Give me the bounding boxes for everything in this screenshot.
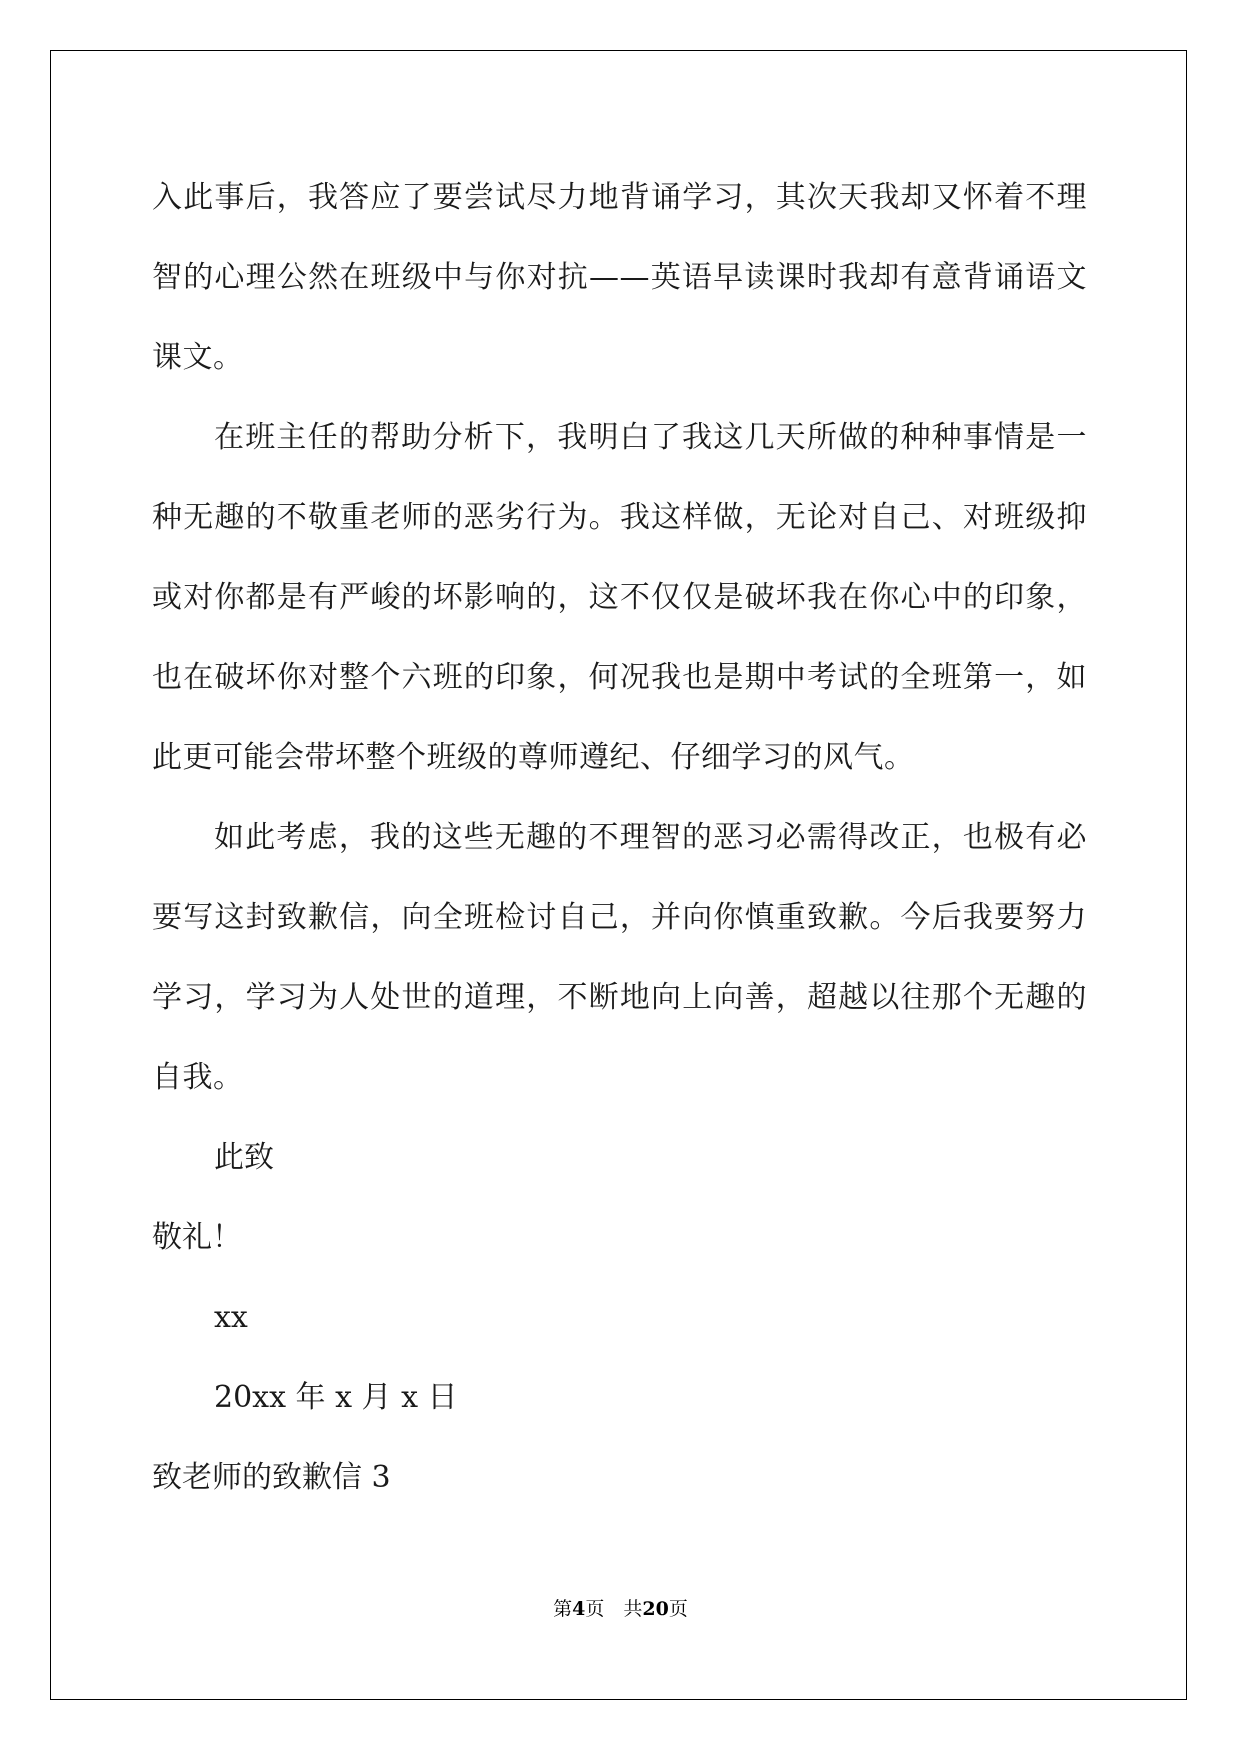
closing-regards: 敬礼！ (152, 1220, 242, 1255)
next-section-title: 致老师的致歉信 3 (152, 1460, 391, 1495)
paragraph-2: 在班主任的帮助分析下，我明白了我这几天所做的种种事情是一种无趣的不敬重老师的恶劣行为。我这样做，无论对自己、对班级抑或对你都是有严峻的坏影响的，这不仅仅是破坏我在你心中的印象，也在破坏你对整个六班的印象，何况我也是期中考试的全班第一，如此更可能会带坏整个班级的尊师遵纪、仔细学习的风气。 (152, 420, 1087, 775)
footer-page-number: 4 (572, 1598, 586, 1620)
document-body (152, 158, 1087, 1518)
paragraph-3: 如此考虑，我的这些无趣的不理智的恶习必需得改正，也极有必要写这封致歉信，向全班检讨自己，并向你慎重致歉。今后我要努力学习，学习为人处世的道理，不断地向上向善，超越以往那个无趣的自我。 (152, 820, 1087, 1095)
signature: xx (214, 1300, 248, 1335)
footer-prefix: 第 (553, 1598, 573, 1620)
paragraph-1: 入此事后，我答应了要尝试尽力地背诵学习，其次天我却又怀着不理智的心理公然在班级中与你对抗——英语早读课时我却有意背诵语文课文。 (152, 180, 1087, 375)
date: 20xx 年 x 月 x 日 (214, 1380, 458, 1415)
footer-suffix: 页 (668, 1598, 688, 1620)
footer-total-pages: 20 (642, 1598, 669, 1620)
footer-mid: 页 共 (585, 1598, 643, 1620)
page-footer (0, 1594, 1241, 1621)
closing-salutation: 此致 (214, 1140, 274, 1175)
